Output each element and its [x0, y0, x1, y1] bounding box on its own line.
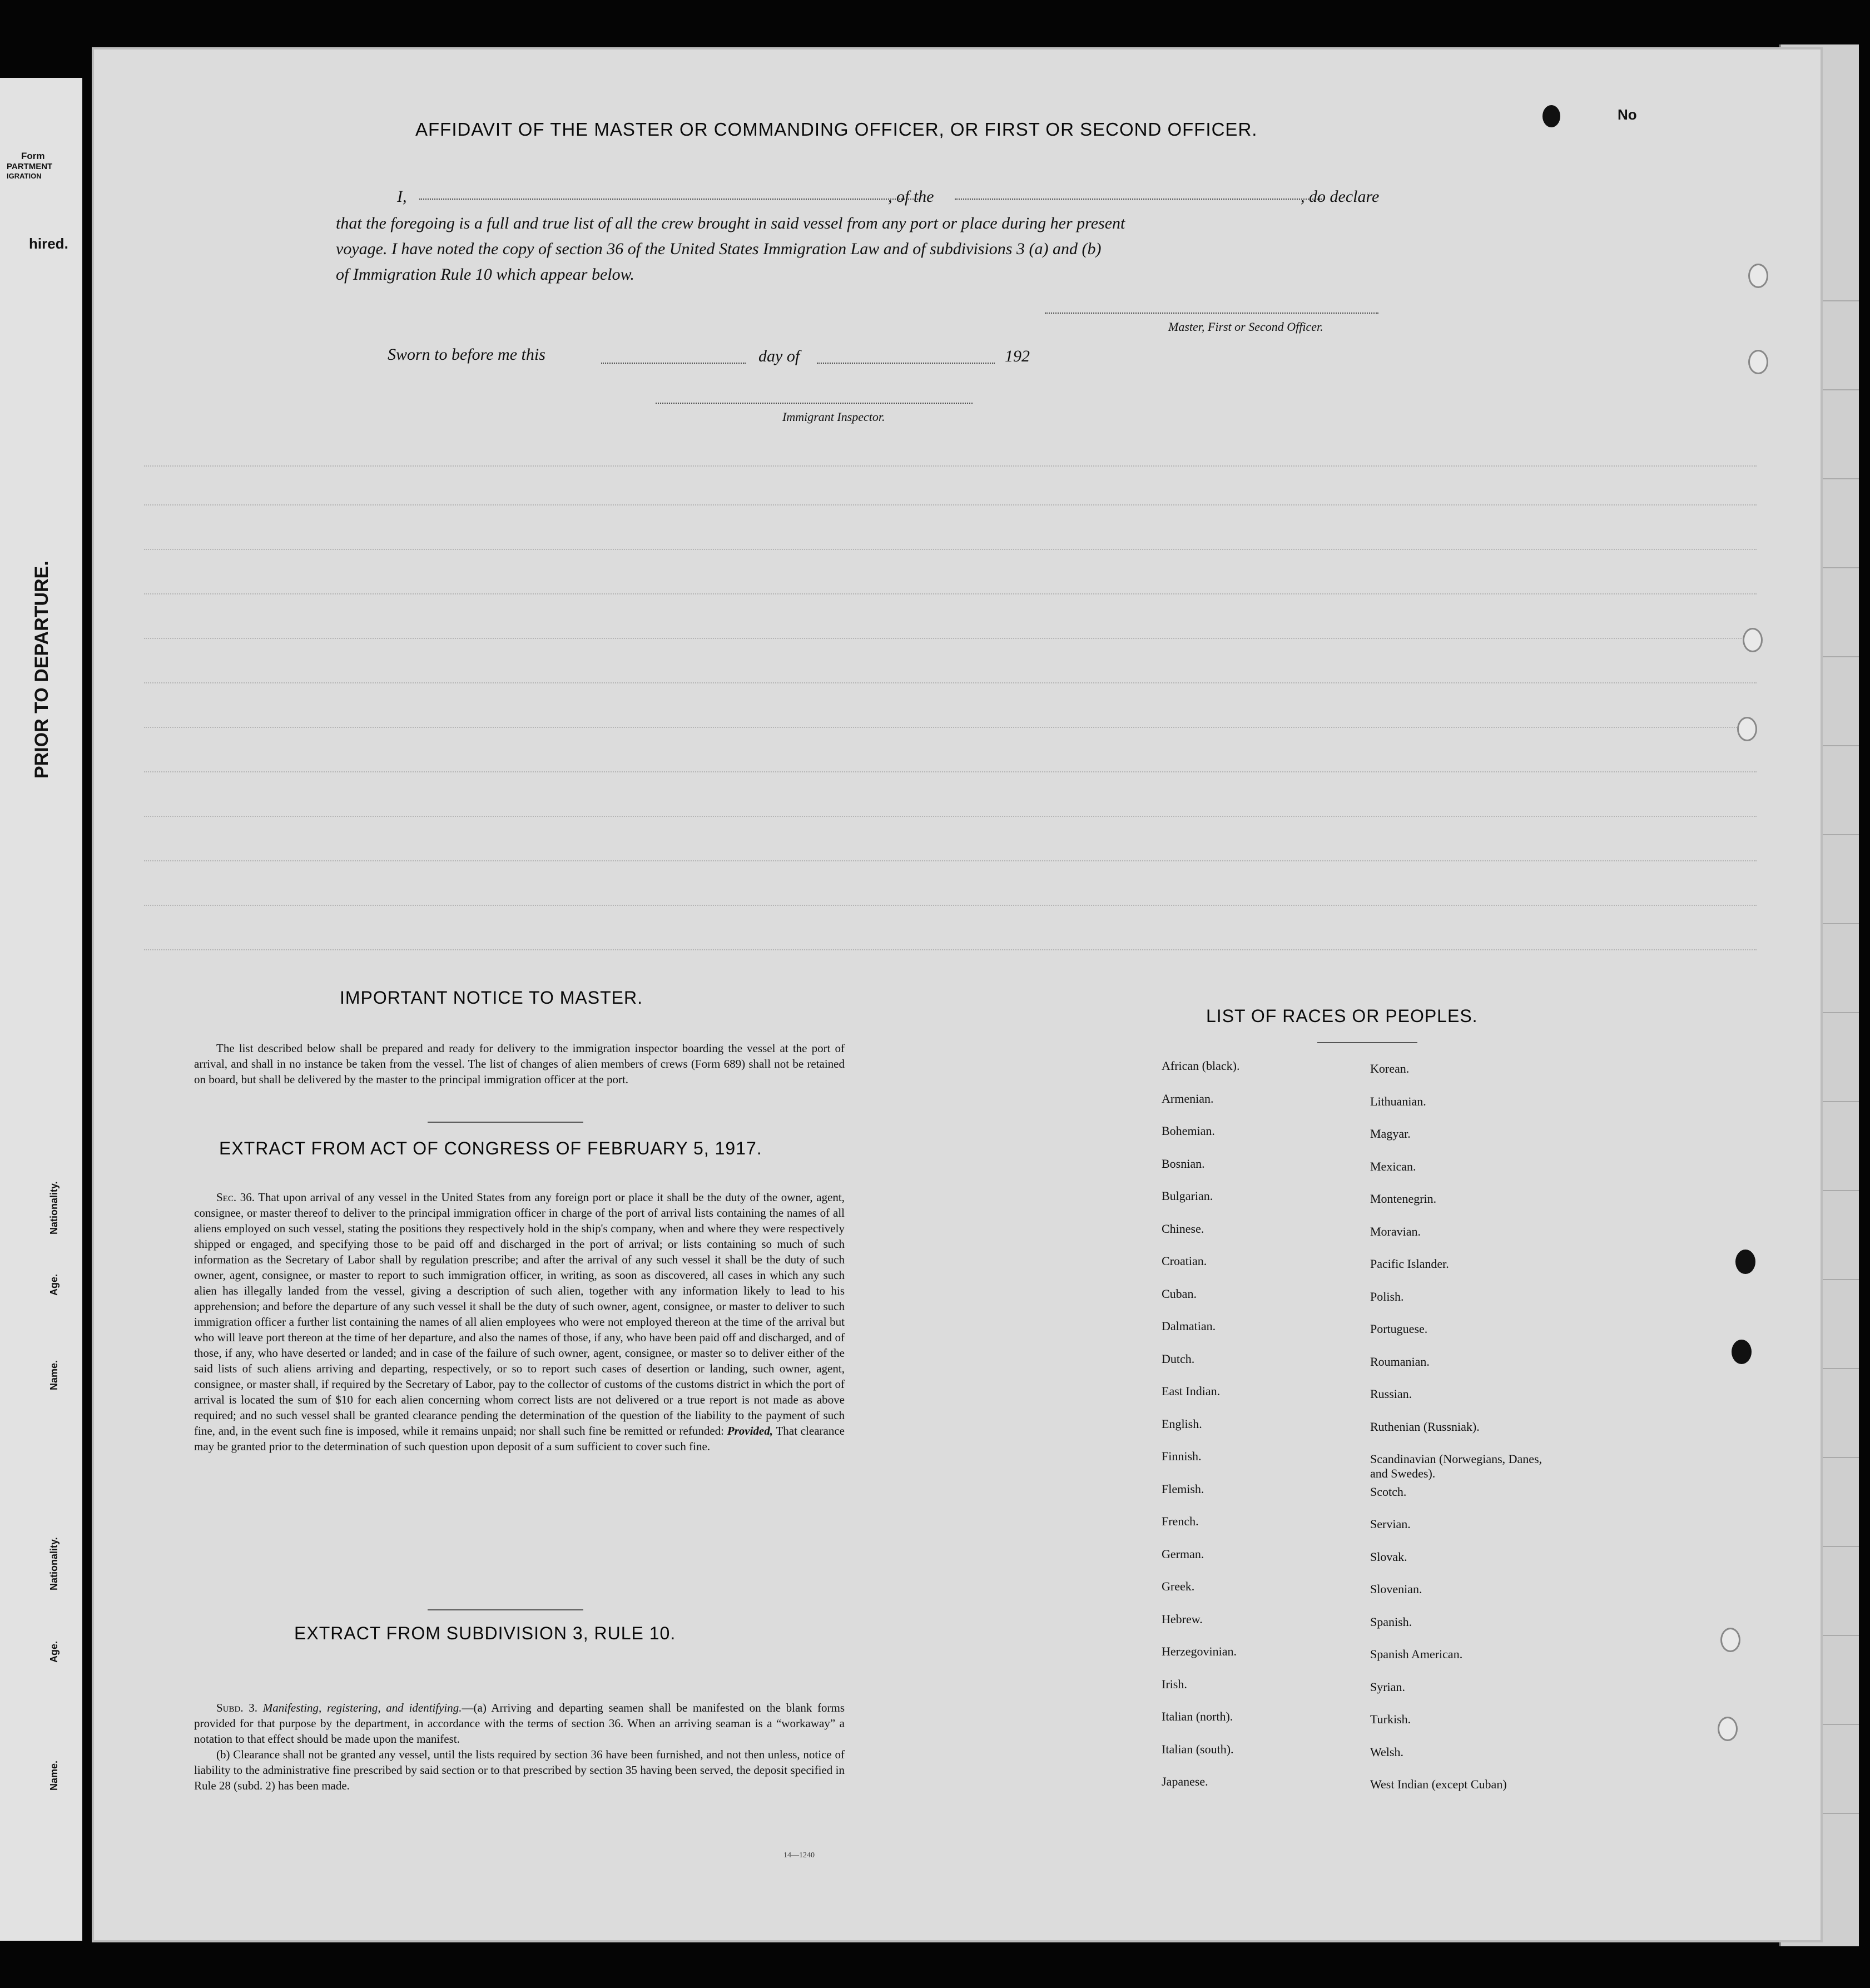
race-item: Armenian.: [1162, 1091, 1214, 1105]
sec-36-paragraph: [194, 1189, 845, 1454]
race-item: Japanese.: [1162, 1774, 1208, 1788]
notice-text-block: [194, 1040, 845, 1087]
race-item: Slovenian.: [1370, 1582, 1422, 1596]
inspector-signature-line[interactable]: [656, 403, 973, 404]
race-item: Portuguese.: [1370, 1322, 1428, 1336]
punch-hole: [1718, 1717, 1738, 1741]
subd-heading: Manifesting, registering, and identifying.: [257, 1701, 462, 1714]
race-item: German.: [1162, 1546, 1204, 1561]
race-item: East Indian.: [1162, 1384, 1221, 1398]
strip-form-label: Form: [21, 151, 45, 161]
bleed-through-row: [144, 949, 1757, 954]
punch-hole: [1735, 1250, 1755, 1274]
punch-hole: [1720, 1628, 1740, 1652]
races-right-column: [1370, 1062, 1554, 1810]
race-item: Spanish.: [1370, 1614, 1412, 1629]
strip-igration-label: IGRATION: [7, 172, 42, 180]
bleed-through-row: [144, 465, 1757, 470]
strip-col-name-1: Name.: [48, 1360, 59, 1390]
races-left-column: [1162, 1059, 1239, 1807]
race-item: Croatian.: [1162, 1254, 1207, 1268]
race-item: Finnish.: [1162, 1449, 1202, 1463]
race-item: Greek.: [1162, 1579, 1195, 1593]
race-item: Welsh.: [1370, 1744, 1403, 1759]
bleed-through-row: [144, 816, 1757, 820]
race-item: Bulgarian.: [1162, 1189, 1213, 1203]
race-item: Italian (south).: [1162, 1742, 1234, 1756]
strip-col-age-2: Age.: [48, 1640, 59, 1663]
race-item: Korean.: [1370, 1062, 1410, 1075]
strip-hired-word: hired.: [29, 235, 68, 252]
officer-signature-label: Master, First or Second Officer.: [1168, 320, 1323, 334]
extract-rule-text-block: [194, 1700, 845, 1793]
races-title: LIST OF RACES OR PEOPLES.: [1206, 1006, 1478, 1026]
race-item: Herzegovinian.: [1162, 1644, 1237, 1658]
affidavit-line-2: voyage. I have noted the copy of section 36 of the United States Immigration Law and of subdivisions 3 (a) and (b): [336, 240, 1102, 258]
notice-paragraph: The list described below shall be prepared and ready for delivery to the immigration inspector boarding the vessel at the port of arrival, and shall in no instance be taken from the vessel. The list of changes of alien members of crews (Form 689) shall not be retained on board, but shall be delivered by the master to the principal immigration officer at the port.: [194, 1042, 845, 1086]
race-item: Bosnian.: [1162, 1156, 1205, 1171]
master-name-line[interactable]: [419, 199, 920, 200]
strip-col-nationality-2: Nationality.: [48, 1537, 59, 1590]
section-separator: [428, 1122, 583, 1123]
race-item: Flemish.: [1162, 1481, 1204, 1496]
race-item: Scotch.: [1370, 1484, 1407, 1499]
race-item: Montenegrin.: [1370, 1192, 1437, 1206]
race-item: Italian (north).: [1162, 1709, 1233, 1723]
race-item: Spanish American.: [1370, 1647, 1463, 1661]
race-item: Chinese.: [1162, 1221, 1204, 1236]
sec-36-label: Sec. 36.: [216, 1191, 255, 1204]
race-item: French.: [1162, 1514, 1199, 1528]
affidavit-line-1: that the foregoing is a full and true list of all the crew brought in said vessel from any port or place during her present: [336, 214, 1125, 232]
race-item: Russian.: [1370, 1387, 1412, 1401]
race-item: Mexican.: [1370, 1159, 1416, 1173]
punch-hole: [1748, 264, 1768, 288]
extract-act-title: EXTRACT FROM ACT OF CONGRESS OF FEBRUARY 5, 1917.: [219, 1138, 762, 1158]
sworn-day-line[interactable]: [601, 363, 746, 364]
race-item: Irish.: [1162, 1677, 1187, 1691]
race-item: Pacific Islander.: [1370, 1257, 1449, 1271]
subd-3a-paragraph: [194, 1700, 845, 1747]
strip-col-nationality-1: Nationality.: [48, 1181, 59, 1235]
strip-col-name-2: Name.: [48, 1760, 59, 1791]
punch-hole: [1743, 628, 1763, 652]
race-item: West Indian (except Cuban): [1370, 1777, 1507, 1791]
race-item: English.: [1162, 1416, 1202, 1431]
affidavit-line-3: of Immigration Rule 10 which appear below.: [336, 265, 634, 284]
bleed-through-row: [144, 504, 1757, 509]
form-number: 14—1240: [783, 1851, 815, 1860]
race-item: Servian.: [1370, 1517, 1411, 1531]
sec-36-text: That upon arrival of any vessel in the United States from any foreign port or place it shall be the duty of the owner, agent, consignee, or master thereof to deliver to the principal immigration officer in charge of the port of arrival lists containing the names of all aliens employed on such vessel, stating the positions they respectively hold in the ship's company, when and where they were respectively shipped or engaged, and specifying those to be paid off and discharged in the port of arrival; or lists containing so much of such information as the Secretary of Labor shall by regulation prescribe; and after the arrival of any such vessel it shall be the duty of such owner, agent, consignee, or master to report to such immigration officer, in writing, as soon as discovered, all cases in which any such alien has illegally landed from the vessel, giving a description of such alien, together with any information likely to lead to his apprehension; and before the departure of any such vessel it shall be the duty of such owner, agent, consignee, or master to deliver to such immigration officer a further list containing the names of all alien employees who were not employed thereon at the time of the arrival but who will leave port thereon at the time of her departure, and also the names of those, if any, who have been paid off and discharged, and of those, if any, who have deserted or landed; and in case of the failure of such owner, agent, consignee, or master so to deliver either of the said lists of such aliens arriving and departing, respectively, or so to report such cases of desertion or landing, such owner, agent, consignee, or master shall, if required by the Secretary of Labor, pay to the collector of customs of the customs district in which the port of arrival is located the sum of $10 for each alien concerning whom correct lists are not delivered or a true report is not made as above required; and no such vessel shall be granted clearance pending the determination of the question of the liability to the payment of such fine, and, in the event such fine is imposed, while it remains unpaid; nor shall such fine be remitted or refunded:: [194, 1191, 845, 1437]
subd-label: Subd. 3.: [216, 1701, 258, 1714]
officer-signature-line[interactable]: [1045, 313, 1378, 314]
section-separator: [428, 1609, 583, 1610]
race-item: Bohemian.: [1162, 1124, 1215, 1138]
race-item: Moravian.: [1370, 1224, 1421, 1238]
bleed-through-row: [144, 638, 1757, 642]
affidavit-i-label: I,: [397, 187, 407, 206]
race-item: African (black).: [1162, 1059, 1240, 1073]
bleed-through-row: [144, 593, 1757, 598]
race-item: Lithuanian.: [1370, 1094, 1426, 1108]
sworn-month-line[interactable]: [817, 363, 995, 364]
page-number-mark: No: [1618, 106, 1637, 123]
sworn-day-of: day of: [758, 347, 800, 365]
affidavit-of-the: , of the: [888, 187, 934, 206]
race-item: Slovak.: [1370, 1549, 1407, 1564]
punch-hole: [1732, 1340, 1752, 1364]
strip-partment-label: PARTMENT: [7, 162, 53, 171]
sworn-year: 192: [1005, 347, 1030, 365]
race-item: Turkish.: [1370, 1712, 1411, 1726]
bleed-through-row: [144, 771, 1757, 776]
vessel-name-line[interactable]: [955, 199, 1322, 200]
strip-col-age-1: Age.: [48, 1273, 59, 1296]
sec-36-text-end: That clearance may be granted prior to the determination of such question upon deposit of a sum sufficient to cover such fine.: [194, 1424, 845, 1453]
punch-hole: [1542, 105, 1560, 127]
affidavit-do-declare: , do declare: [1301, 187, 1380, 206]
provided-word: Provided,: [727, 1424, 773, 1437]
affidavit-title: AFFIDAVIT OF THE MASTER OR COMMANDING OFFICER, OR FIRST OR SECOND OFFICER.: [415, 119, 1258, 140]
bleed-through-row: [144, 549, 1757, 553]
race-item: Roumanian.: [1370, 1354, 1430, 1369]
bleed-through-row: [144, 727, 1757, 731]
extract-act-text-block: [194, 1189, 845, 1454]
manifest-back-page: [92, 47, 1823, 1942]
bleed-through-row: [144, 860, 1757, 865]
race-item: Cuban.: [1162, 1286, 1197, 1301]
adjacent-page-strip: [0, 78, 82, 1941]
extract-rule-title: EXTRACT FROM SUBDIVISION 3, RULE 10.: [294, 1623, 676, 1643]
subd-para-a: —(a) Arriving and departing seamen shall be manifested on the blank forms provided for that purpose by the department, in accordance with the terms of section 36. When an arriving seaman is a “workaway” a notation to that effect should be made upon the manifest.: [194, 1701, 845, 1746]
race-item: Magyar.: [1370, 1127, 1411, 1141]
punch-hole: [1737, 717, 1757, 741]
race-item: Syrian.: [1370, 1679, 1405, 1694]
race-item: Polish.: [1370, 1289, 1404, 1303]
race-item: Scandinavian (Norwegians, Danes, and Swedes).: [1370, 1452, 1542, 1480]
race-item: Ruthenian (Russniak).: [1370, 1419, 1480, 1434]
subd-3b-paragraph: (b) Clearance shall not be granted any vessel, until the lists required by section 36 have been furnished, and not then unless, notice of liability to the administrative fine prescribed by said section or to that prescribed by section 35 having been served, the deposit specified in Rule 28 (subd. 2) has been made.: [194, 1748, 845, 1792]
notice-title: IMPORTANT NOTICE TO MASTER.: [340, 988, 643, 1008]
bleed-through-row: [144, 682, 1757, 687]
race-item: Dalmatian.: [1162, 1319, 1216, 1333]
sworn-text: Sworn to before me this: [388, 345, 545, 364]
race-item: Hebrew.: [1162, 1612, 1203, 1626]
inspector-signature-label: Immigrant Inspector.: [782, 410, 885, 424]
races-title-underline: [1317, 1042, 1417, 1043]
punch-hole: [1748, 350, 1768, 374]
bleed-through-row: [144, 905, 1757, 909]
strip-vertical-label: PRIOR TO DEPARTURE.: [31, 561, 52, 779]
race-item: Dutch.: [1162, 1351, 1195, 1366]
